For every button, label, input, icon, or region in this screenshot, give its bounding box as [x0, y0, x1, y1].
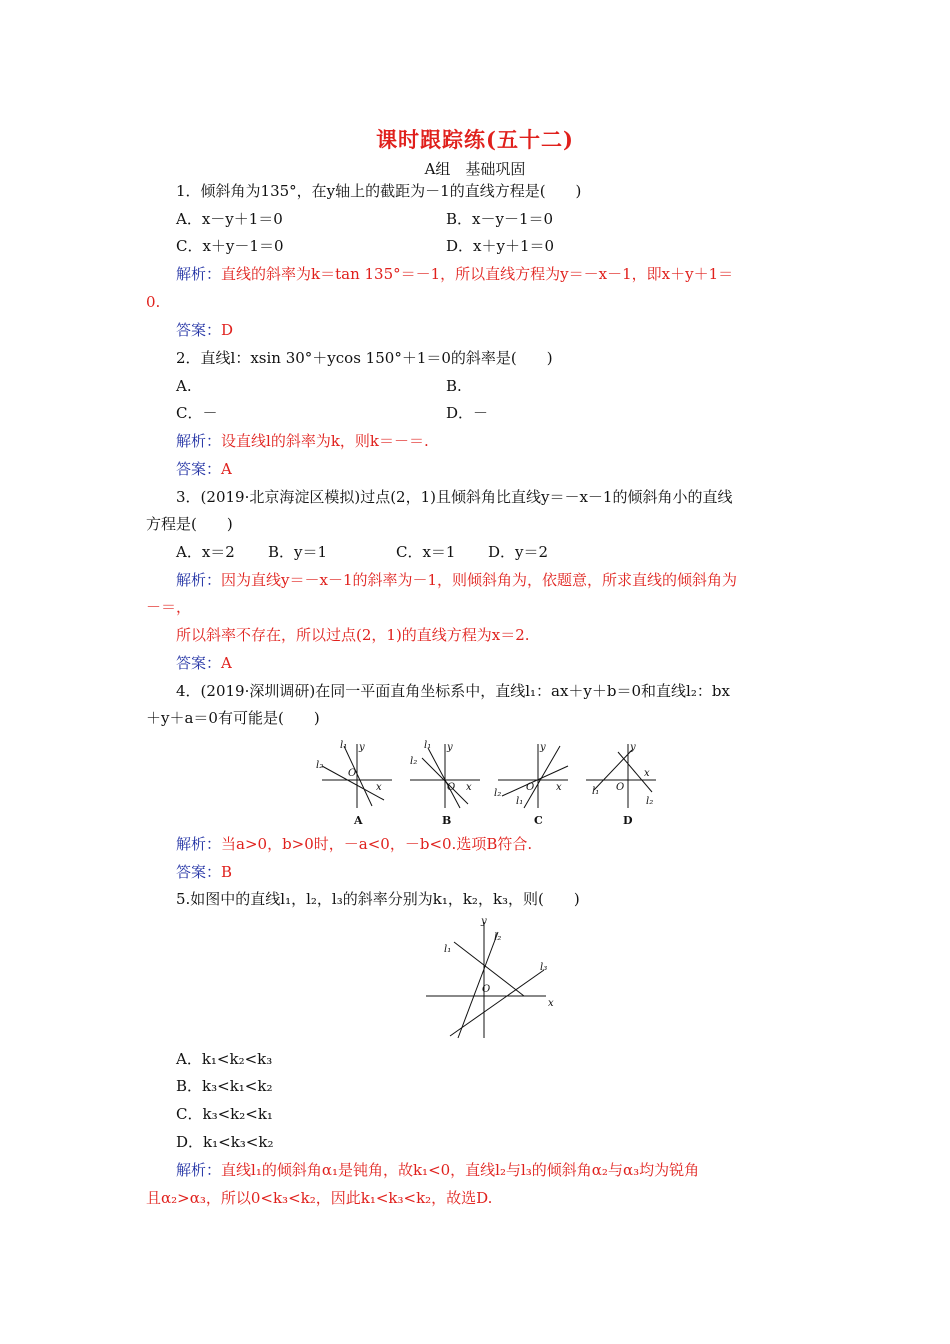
- q4-d-l2-label: l₂: [646, 796, 654, 807]
- answer-value: A: [221, 654, 232, 672]
- answer-value: B: [221, 863, 233, 881]
- q4-analysis: [176, 834, 532, 854]
- q1-option-a: A．x－y＋1＝0: [176, 210, 283, 228]
- q4-c-origin-label: O: [526, 782, 535, 793]
- q1-analysis: [176, 264, 733, 284]
- q1-option-d: D．x＋y＋1＝0: [446, 237, 555, 255]
- answer-label: 答案：: [176, 863, 222, 881]
- q4-stem-cont: ＋y＋a＝0有可能是( ): [146, 709, 320, 727]
- q4-fig-label-d: D: [623, 814, 633, 827]
- q4-answer: [176, 862, 232, 882]
- q3-stem-cont: 方程是( ): [146, 515, 233, 533]
- q4-figure: [310, 738, 670, 830]
- q3-option-d: D．y＝2: [488, 543, 549, 561]
- q5-option-a: A．k₁<k₂<k₃: [176, 1050, 273, 1068]
- q5-x-label: x: [548, 998, 554, 1009]
- q4-c-y-label: y: [540, 742, 546, 753]
- q2-option-c: C．－: [176, 404, 218, 422]
- q5-l1-label: l₁: [444, 944, 452, 955]
- q2-option-a: A.: [176, 377, 192, 395]
- q1-stem: 1．倾斜角为135°，在y轴上的截距为－1的直线方程是( ): [176, 182, 582, 200]
- q3-analysis-cont2: 所以斜率不存在，所以过点(2，1)的直线方程为x＝2.: [176, 626, 530, 644]
- q5-origin-label: O: [482, 984, 491, 995]
- q2-analysis: [176, 431, 429, 451]
- q5-analysis: [176, 1160, 699, 1180]
- q4-b-l1-label: l₁: [424, 740, 432, 751]
- q5-analysis-cont: 且α₂>α₃，所以0<k₃<k₂，因此k₁<k₃<k₂，故选D.: [146, 1189, 493, 1207]
- q4-a-l1-label: l₁: [340, 740, 348, 751]
- q1-option-b: B．x－y－1＝0: [446, 210, 554, 228]
- q4-a-origin-label: O: [348, 768, 357, 779]
- q3-option-a: A．x＝2: [176, 543, 235, 561]
- q4-a-y-label: y: [359, 742, 365, 753]
- q4-c-l2-label: l₂: [494, 788, 502, 799]
- q4-d-y-label: y: [630, 742, 636, 753]
- q3-option-c: C．x＝1: [396, 543, 456, 561]
- analysis-label: 解析：: [176, 835, 222, 853]
- analysis-label: 解析：: [176, 432, 222, 450]
- q4-c-x-label: x: [556, 782, 562, 793]
- analysis-text: 设直线l的斜率为k，则k＝－＝.: [221, 432, 429, 450]
- answer-label: 答案：: [176, 460, 222, 478]
- q1-answer: [176, 320, 233, 340]
- analysis-label: 解析：: [176, 1161, 222, 1179]
- q5-l3-label: l₃: [540, 962, 548, 973]
- q5-y-label: y: [481, 916, 487, 927]
- answer-value: A: [221, 460, 232, 478]
- q4-b-origin-label: O: [447, 782, 456, 793]
- q4-b-y-label: y: [447, 742, 453, 753]
- answer-label: 答案：: [176, 654, 222, 672]
- q4-fig-label-c: C: [534, 814, 543, 827]
- q4-d-x-label: x: [644, 768, 650, 779]
- analysis-text: 直线l₁的倾斜角α₁是钝角，故k₁<0，直线l₂与l₃的倾斜角α₂与α₃均为锐角: [221, 1161, 700, 1179]
- q5-option-c: C．k₃<k₂<k₁: [176, 1105, 273, 1123]
- q4-fig-label-a: A: [354, 814, 363, 827]
- q2-option-d: D．－: [446, 404, 489, 422]
- analysis-label: 解析：: [176, 265, 222, 283]
- q4-d-l1-label: l₁: [592, 786, 600, 797]
- q5-option-d: D．k₁<k₃<k₂: [176, 1133, 274, 1151]
- q4-a-x-label: x: [376, 782, 382, 793]
- analysis-text: 因为直线y＝－x－1的斜率为－1，则倾斜角为，依题意，所求直线的倾斜角为: [221, 571, 738, 589]
- q2-answer: [176, 459, 232, 479]
- q5-option-b: B．k₃<k₁<k₂: [176, 1077, 273, 1095]
- q4-b-l2-label: l₂: [410, 756, 418, 767]
- q4-a-l2-label: l₂: [316, 760, 324, 771]
- q3-analysis: [176, 570, 737, 590]
- q5-l2-label: l₂: [494, 932, 502, 943]
- analysis-label: 解析：: [176, 571, 222, 589]
- q2-stem: 2．直线l：xsin 30°＋ycos 150°＋1＝0的斜率是( ): [176, 349, 553, 367]
- q2-option-b: B.: [446, 377, 462, 395]
- q4-stem: 4．(2019·深圳调研)在同一平面直角坐标系中，直线l₁：ax＋y＋b＝0和直线l₂：bx: [176, 682, 730, 700]
- q1-analysis-cont: 0.: [146, 293, 161, 311]
- analysis-text: 当a>0，b>0时，－a<0，－b<0.选项B符合.: [221, 835, 533, 853]
- q3-stem: 3．(2019·北京海淀区模拟)过点(2，1)且倾斜角比直线y＝－x－1的倾斜角小的直线: [176, 488, 733, 506]
- q5-stem: 5.如图中的直线l₁，l₂，l₃的斜率分别为k₁，k₂，k₃，则( ): [176, 890, 580, 908]
- q3-option-b: B．y＝1: [268, 543, 328, 561]
- analysis-text: 直线的斜率为k＝tan 135°＝－1，所以直线方程为y＝－x－1，即x＋y＋1＝: [221, 265, 734, 283]
- section-subtitle: A组 基础巩固: [424, 160, 526, 178]
- q1-option-c: C．x＋y－1＝0: [176, 237, 284, 255]
- page-title: 课时跟踪练(五十二): [376, 127, 574, 152]
- q3-analysis-cont: －＝，: [146, 598, 192, 616]
- q3-answer: [176, 653, 232, 673]
- answer-label: 答案：: [176, 321, 222, 339]
- q4-fig-label-b: B: [442, 814, 452, 827]
- q4-d-origin-label: O: [616, 782, 625, 793]
- q4-b-x-label: x: [466, 782, 472, 793]
- q4-c-l1-label: l₁: [516, 796, 524, 807]
- q5-figure: [424, 914, 560, 1042]
- answer-value: D: [221, 321, 234, 339]
